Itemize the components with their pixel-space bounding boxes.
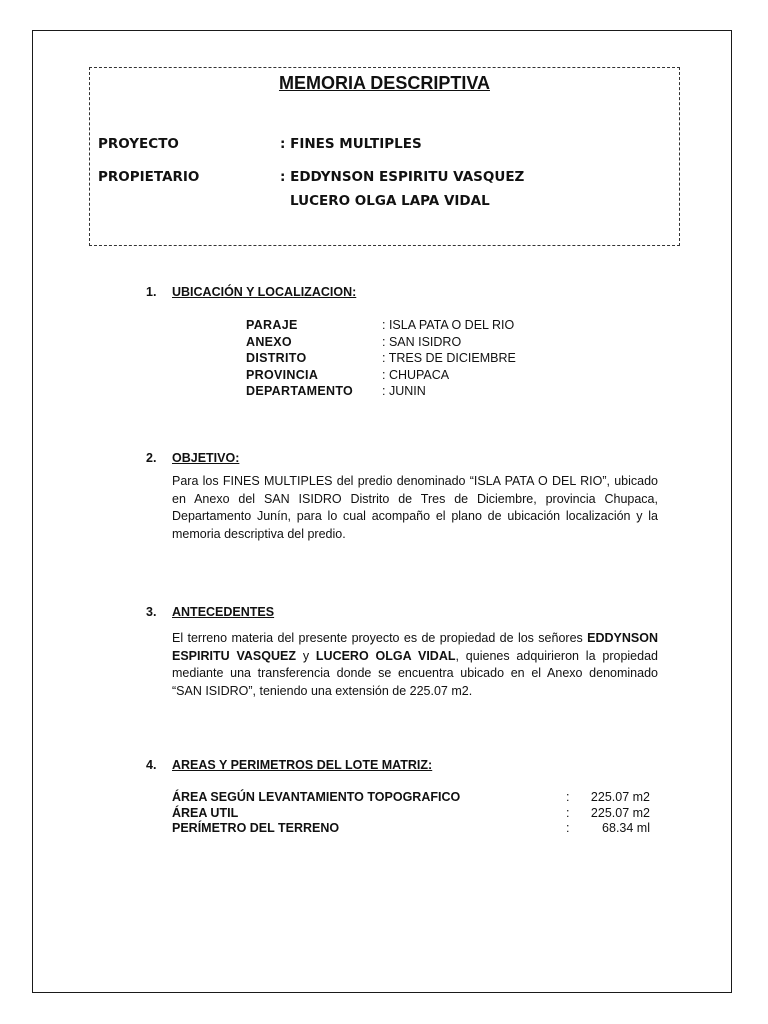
area-label: ÁREA SEGÚN LEVANTAMIENTO TOPOGRAFICO xyxy=(172,790,461,804)
proyecto-line xyxy=(98,136,422,152)
section-objetivo-heading xyxy=(146,451,239,465)
area-colon: : xyxy=(566,821,570,835)
document-title: MEMORIA DESCRIPTIVA xyxy=(278,73,490,93)
section-title: AREAS Y PERIMETROS DEL LOTE MATRIZ: xyxy=(172,758,433,772)
location-row-paraje xyxy=(246,317,516,334)
area-label: PERÍMETRO DEL TERRENO xyxy=(172,821,340,835)
section-ubicacion-heading xyxy=(146,285,356,299)
location-row-provincia xyxy=(246,367,516,384)
owner-name: LUCERO OLGA VIDAL xyxy=(315,648,456,663)
location-label: DISTRITO xyxy=(246,351,307,365)
section-number: 1. xyxy=(146,285,157,299)
location-value: : JUNIN xyxy=(382,384,426,398)
area-label: ÁREA UTIL xyxy=(172,805,239,820)
section-number: 4. xyxy=(146,758,157,772)
objetivo-paragraph: Para los FINES MULTIPLES del predio denominado “ISLA PATA O DEL RIO”, ubicado en Anexo del SAN ISIDRO Distrito de Tres de Diciembre, provincia Chupaca, Departamento Junín, para lo cual acompaño el plano de ubicación localización y la memoria descriptiva del predio. xyxy=(172,474,658,541)
proyecto-label: PROYECTO xyxy=(98,136,179,152)
location-label: DEPARTAMENTO xyxy=(246,384,354,398)
location-value: : ISLA PATA O DEL RIO xyxy=(382,318,515,332)
location-label: ANEXO xyxy=(246,334,292,349)
propietario-value: : EDDYNSON ESPIRITU VASQUEZ xyxy=(280,169,525,185)
location-value: : SAN ISIDRO xyxy=(382,334,462,349)
paragraph-text: El terreno materia del presente proyecto es de propiedad de los señores xyxy=(172,631,588,645)
location-row-distrito xyxy=(246,350,516,367)
section-title: OBJETIVO: xyxy=(172,451,240,465)
location-row-anexo xyxy=(246,334,516,351)
location-row-departamento xyxy=(246,383,516,400)
area-colon: : xyxy=(566,805,570,820)
header-box xyxy=(89,67,680,246)
owner-name: EDDYNSON ESPIRITU VASQUEZ xyxy=(172,631,658,663)
location-value: : CHUPACA xyxy=(382,367,450,382)
section-antecedentes-heading xyxy=(146,605,274,619)
area-row-levantamiento xyxy=(172,790,650,806)
area-colon: : xyxy=(566,790,570,804)
propietario-label: PROPIETARIO xyxy=(98,169,200,185)
propietario-line xyxy=(98,169,524,185)
areas-table xyxy=(172,790,650,837)
section-number: 2. xyxy=(146,451,157,465)
section-title: ANTECEDENTES xyxy=(172,605,275,619)
location-table xyxy=(246,317,516,400)
location-label: PROVINCIA xyxy=(246,367,319,382)
location-label: PARAJE xyxy=(246,318,298,332)
area-row-perimetro xyxy=(172,821,650,837)
proyecto-value: : FINES MULTIPLES xyxy=(280,136,422,152)
area-value: 68.34 ml xyxy=(602,821,650,835)
paragraph-text: , quienes adquirieron la propiedad mediante una transferencia donde se encuentra ubicado en el Anexo denominado “SAN ISIDRO”, teniendo una extensión de 225.07 m2. xyxy=(172,648,658,698)
section-number: 3. xyxy=(146,605,157,619)
antecedentes-paragraph xyxy=(172,630,658,700)
propietario-value-2: LUCERO OLGA LAPA VIDAL xyxy=(290,193,490,209)
location-value: : TRES DE DICIEMBRE xyxy=(382,351,516,365)
area-value: 225.07 m2 xyxy=(590,805,650,820)
paragraph-text: y xyxy=(295,648,316,663)
section-title: UBICACIÓN Y LOCALIZACION: xyxy=(172,285,357,299)
area-row-util xyxy=(172,806,650,822)
section-areas-heading xyxy=(146,758,432,772)
area-value: 225.07 m2 xyxy=(590,790,650,804)
